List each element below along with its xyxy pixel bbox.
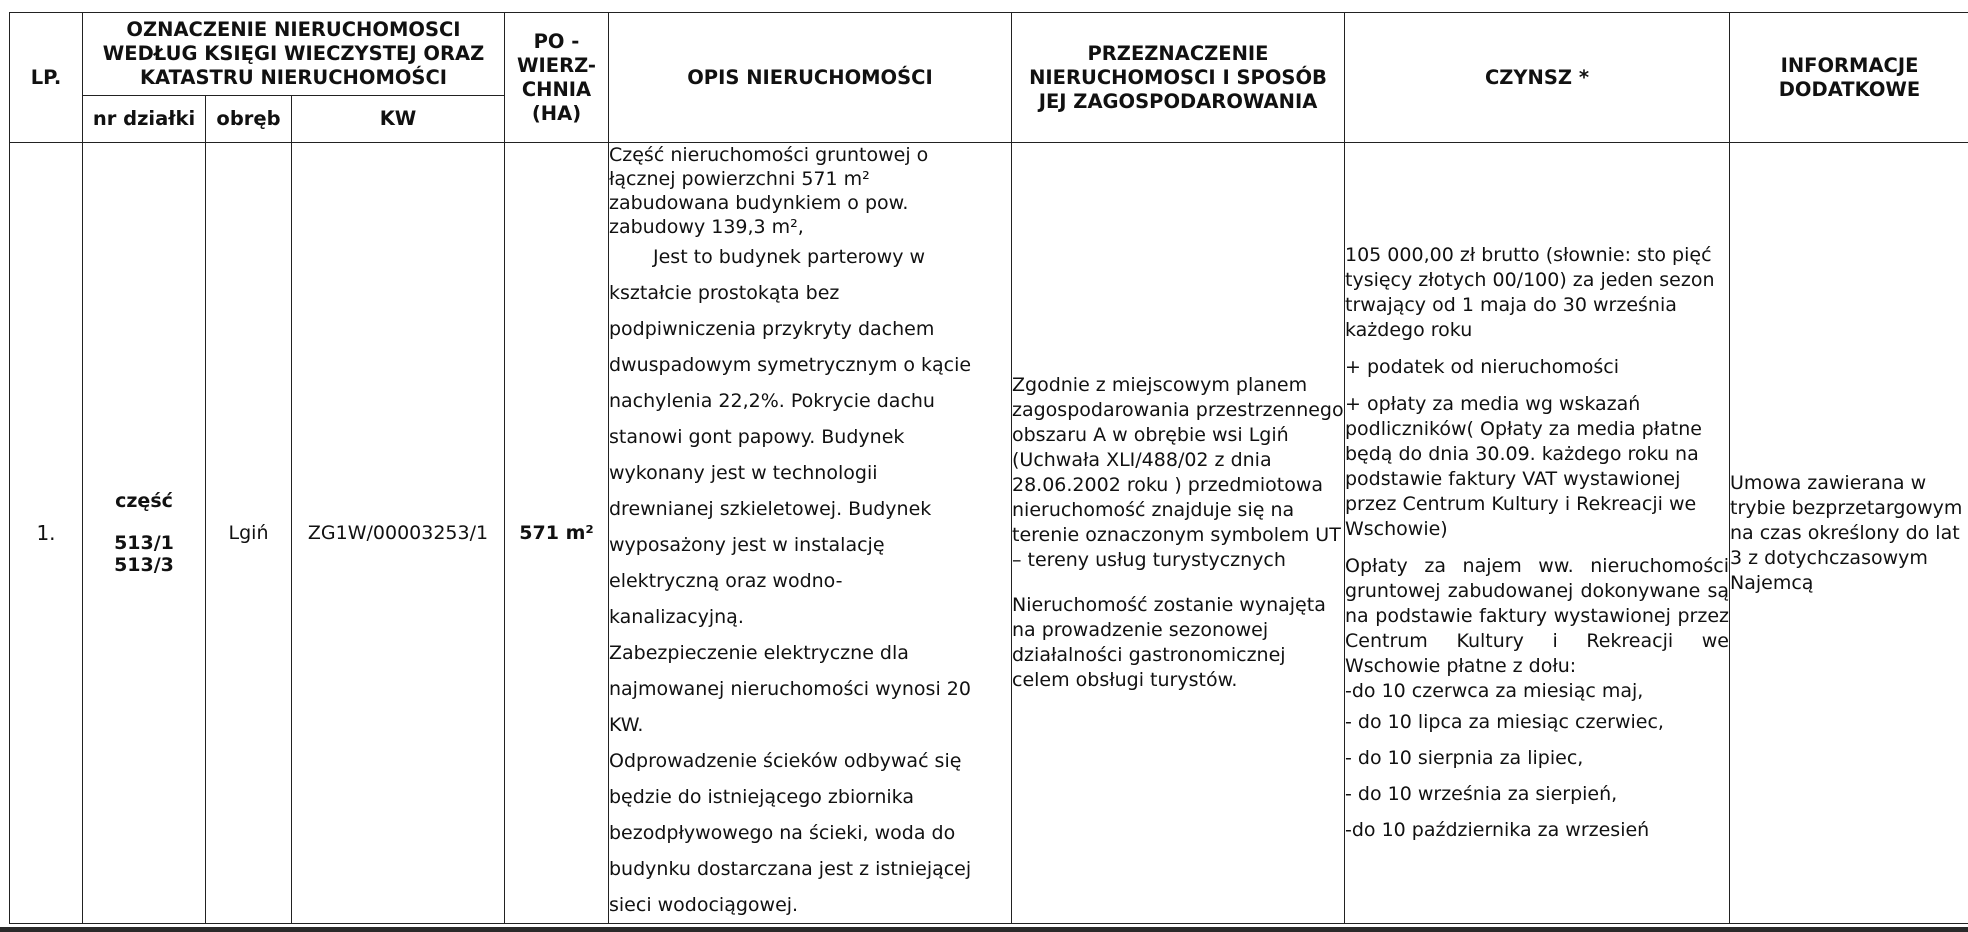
header-obreb: obręb [206,96,292,143]
cell-przeznaczenie [1012,143,1345,924]
opis-line: kanalizacyjną. [609,606,744,628]
cell-informacje: Umowa zawierana w trybie bezprzetargowym na czas określony do lat 3 z dotychczasowym Najemcą [1730,143,1968,924]
dzialka-prefix: część [115,490,173,512]
opis-line: drewnianej szkieletowej. Budynek [609,498,932,520]
header-nr-dzialki: nr działki [83,96,206,143]
cell-kw: ZG1W/00003253/1 [292,143,505,924]
opis-line: wyposażony jest w instalację [609,534,885,556]
opis-line: budynku dostarczana jest z istniejącej [609,858,972,880]
opis-line: łącznej powierzchni 571 m² [609,168,870,190]
opis-line: będzie do istniejącego zbiornika [609,786,914,808]
opis-line: Odprowadzenie ścieków odbywać się [609,750,962,772]
czynsz-term: -do 10 października za wrzesień [1345,818,1650,841]
czynsz-text: + podatek od nieruchomości [1345,355,1619,378]
opis-line: najmowanej nieruchomości wynosi 20 [609,678,971,700]
cell-lp: 1. [10,143,83,924]
opis-line: nachylenia 22,2%. Pokrycie dachu [609,390,935,412]
opis-line: KW. [609,714,644,736]
header-kw: KW [292,96,505,143]
czynsz-term: - do 10 lipca za miesiąc czerwiec, [1345,710,1664,733]
header-przeznaczenie: PRZEZNACZENIE NIERUCHOMOSCI I SPOSÓB JEJ ZAGOSPODAROWANIA [1012,13,1345,143]
opis-line: bezodpływowego na ścieki, woda do [609,822,956,844]
czynsz-text: + opłaty za media wg wskazań podliczników( Opłaty za media płatne będą do dnia 30.09. każdego roku na podstawie faktury VAT wystawionej przez Centrum Kultury i Rekreacji we Wschowie) [1345,392,1702,540]
header-powierzchnia [505,13,609,143]
czynsz-text: 105 000,00 zł brutto (słownie: sto pięć tysięcy złotych 00/100) za jeden sezon trwający od 1 maja do 30 września każdego roku [1345,243,1715,341]
opis-line: dwuspadowym symetrycznym o kącie [609,354,972,376]
cell-opis [609,143,1012,924]
header-powierzchnia-line: WIERZ- [517,53,596,77]
czynsz-text: Opłaty za najem ww. nieruchomości gruntowej zabudowanej dokonywane są na podstawie faktury wystawionej przez Centrum Kultury i Rekreacji we Wschowie płatne z dołu: [1345,554,1729,677]
opis-line: stanowi gont papowy. Budynek [609,426,905,448]
cell-nr-dzialki [83,143,206,924]
header-powierzchnia-line: CHNIA [521,77,592,101]
cell-czynsz [1345,143,1730,924]
opis-line: elektryczną oraz wodno- [609,570,843,592]
opis-line: sieci wodociągowej. [609,894,799,916]
header-row [10,13,1968,96]
opis-line: podpiwniczenia przykryty dachem [609,318,935,340]
bottom-edge [0,927,1968,932]
czynsz-term: - do 10 sierpnia za lipiec, [1345,746,1584,769]
header-czynsz: CZYNSZ * [1345,13,1730,143]
header-opis: OPIS NIERUCHOMOŚCI [609,13,1012,143]
opis-line: Zabezpieczenie elektryczne dla [609,642,909,664]
opis-line: kształcie prostokąta bez [609,282,840,304]
opis-line: zabudowy 139,3 m², [609,216,804,238]
cell-powierzchnia: 571 m² [505,143,609,924]
opis-line: zabudowana budynkiem o pow. [609,192,909,214]
header-informacje: INFORMACJE DODATKOWE [1730,13,1968,143]
header-oznaczenie: OZNACZENIE NIERUCHOMOSCI WEDŁUG KSIĘGI WIECZYSTEJ ORAZ KATASTRU NIERUCHOMOŚCI [83,13,505,96]
cell-obreb: Lgiń [206,143,292,924]
opis-line: Część nieruchomości gruntowej o [609,144,929,166]
czynsz-term: -do 10 czerwca za miesiąc maj, [1345,679,1644,702]
table-row [10,143,1968,924]
header-powierzchnia-line: PO - [533,29,580,53]
dzialka-number: 513/1 [114,532,174,554]
header-powierzchnia-line: (HA) [531,101,582,125]
opis-line: Jest to budynek parterowy w [653,246,926,268]
przeznaczenie-text: Zgodnie z miejscowym planem zagospodarowania przestrzennego obszaru A w obrębie wsi Lgiń (Uchwała XLI/488/02 z dnia 28.06.2002 roku ) przedmiotowa nieruchomość znajduje się na terenie oznaczonym symbolem UT – tereny usług turystycznych [1012,374,1344,571]
header-lp: LP. [10,13,83,143]
czynsz-term: - do 10 września za sierpień, [1345,782,1618,805]
dzialka-number: 513/3 [114,554,174,576]
przeznaczenie-text: Nieruchomość zostanie wynajęta na prowadzenie sezonowej działalności gastronomicznej celem obsługi turystów. [1012,594,1326,691]
opis-line: wykonany jest w technologii [609,462,878,484]
property-table [9,12,1968,924]
